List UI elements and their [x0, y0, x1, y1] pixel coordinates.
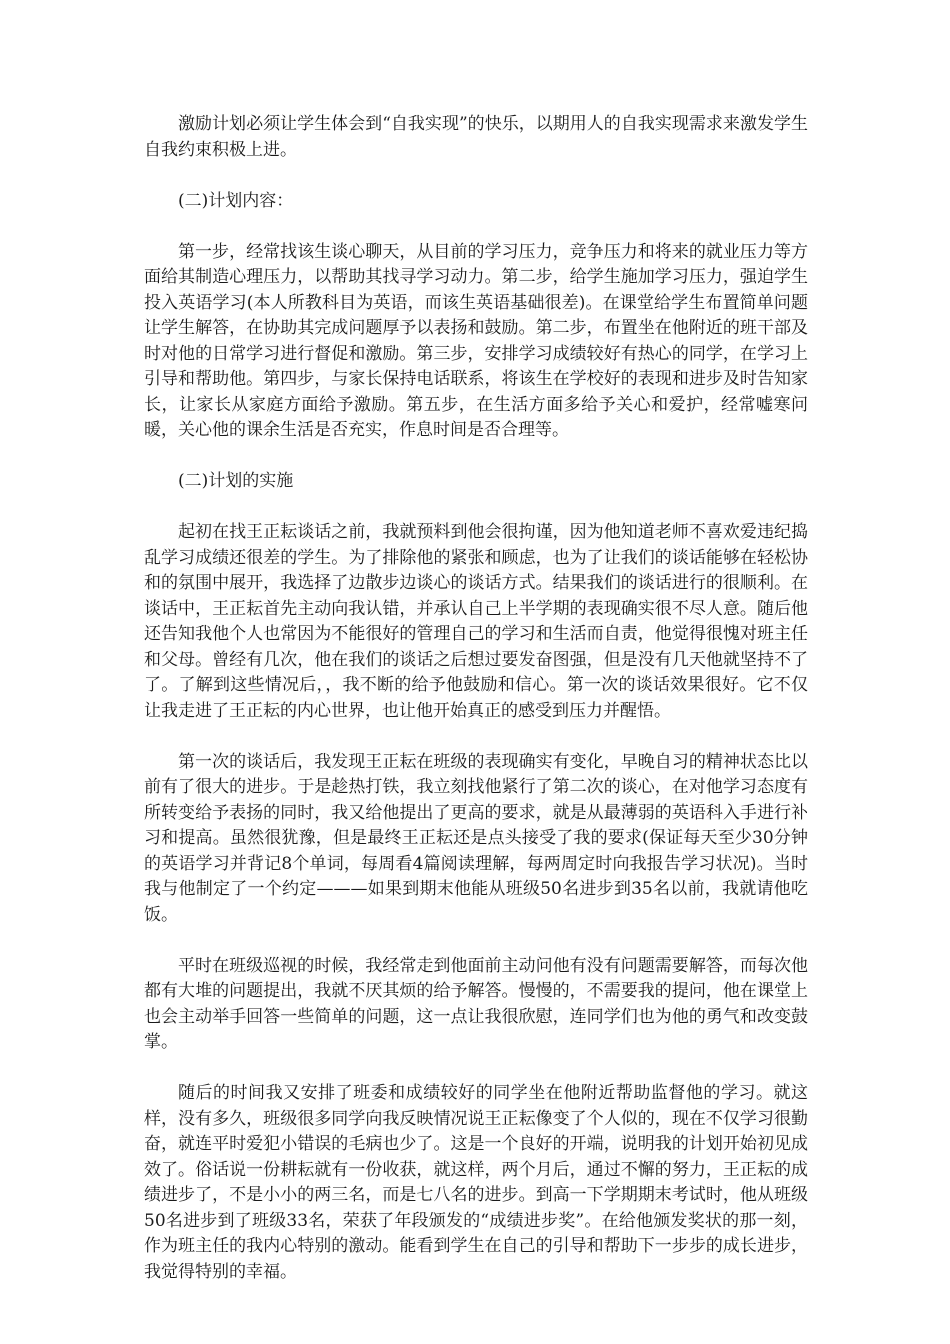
paragraph: 第一步，经常找该生谈心聊天，从目前的学习压力，竞争压力和将来的就业压力等方面给其制造心理压力，以帮助其找寻学习动力。第二步，给学生施加学习压力，强迫学生投入英语学习(本人所教科目为英语，而该生英语基础很差)。在课堂给学生布置简单问题让学生解答，在协助其完成问题厚予以表扬和鼓励。第二步，布置坐在他附近的班干部及时对他的日常学习进行督促和激励。第三步，安排学习成绩较好有热心的同学，在学习上引导和帮助他。第四步，与家长保持电话联系，将该生在学校好的表现和进步及时告知家长，让家长从家庭方面给予激励。第五步，在生活方面多给予关心和爱护，经常嘘寒问暖，关心他的课余生活是否充实，作息时间是否合理等。 [144, 241, 808, 440]
paragraph: 第一次的谈话后，我发现王正耘在班级的表现确实有变化，早晚自习的精神状态比以前有了很大的进步。于是趁热打铁，我立刻找他紧行了第二次的谈心，在对他学习态度有所转变给予表扬的同时，我又给他提出了更高的要求，就是从最薄弱的英语科入手进行补习和提高。虽然很犹豫，但是最终王正耘还是点头接受了我的要求(保证每天至少30分钟的英语学习并背记8个单词，每周看4篇阅读理解，每两周定时向我报告学习状况)。当时我与他制定了一个约定———如果到期末他能从班级50名进步到35名以前，我就请他吃饭。 [144, 751, 808, 925]
paragraph: 平时在班级巡视的时候，我经常走到他面前主动问他有没有问题需要解答，而每次他都有大堆的问题提出，我就不厌其烦的给予解答。慢慢的，不需要我的提问，他在课堂上也会主动举手回答一些简单的问题，这一点让我很欣慰，连同学们也为他的勇气和改变鼓掌。 [144, 955, 808, 1052]
paragraph: 激励计划必须让学生体会到“自我实现”的快乐，以期用人的自我实现需求来激发学生自我约束积极上进。 [144, 114, 808, 160]
paragraph: 起初在找王正耘谈话之前，我就预料到他会很拘谨，因为他知道老师不喜欢爱违纪捣乱学习成绩还很差的学生。为了排除他的紧张和顾虑，也为了让我们的谈话能够在轻松协和的氛围中展开，我选择了边散步边谈心的谈话方式。结果我们的谈话进行的很顺利。在谈话中，王正耘首先主动向我认错，并承认自己上半学期的表现确实很不尽人意。随后他还告知我他个人也常因为不能很好的管理自己的学习和生活而自责，他觉得很愧对班主任和父母。曾经有几次，他在我们的谈话之后想过要发奋图强，但是没有几天他就坚持不了了。了解到这些情况后，，我不断的给予他鼓励和信心。第一次的谈话效果很好。它不仅让我走进了王正耘的内心世界，也让他开始真正的感受到压力并醒悟。 [144, 522, 808, 721]
document-page [144, 112, 808, 1311]
section-heading: (二)计划的实施 [178, 471, 294, 491]
paragraph: 随后的时间我又安排了班委和成绩较好的同学坐在他附近帮助监督他的学习。就这样，没有多久，班级很多同学向我反映情况说王正耘像变了个人似的，现在不仅学习很勤奋，就连平时爱犯小错误的毛病也少了。这是一个良好的开端，说明我的计划开始初见成效了。俗话说一份耕耘就有一份收获，就这样，两个月后，通过不懈的努力，王正耘的成绩进步了，不是小小的两三名，而是七八名的进步。到高一下学期期末考试时，他从班级50名进步到了班级33名，荣获了年段颁发的“成绩进步奖”。在给他颁发奖状的那一刻，作为班主任的我内心特别的激动。能看到学生在自己的引导和帮助下一步步的成长进步，我觉得特别的幸福。 [144, 1083, 808, 1282]
section-heading: (二)计划内容： [178, 190, 294, 211]
